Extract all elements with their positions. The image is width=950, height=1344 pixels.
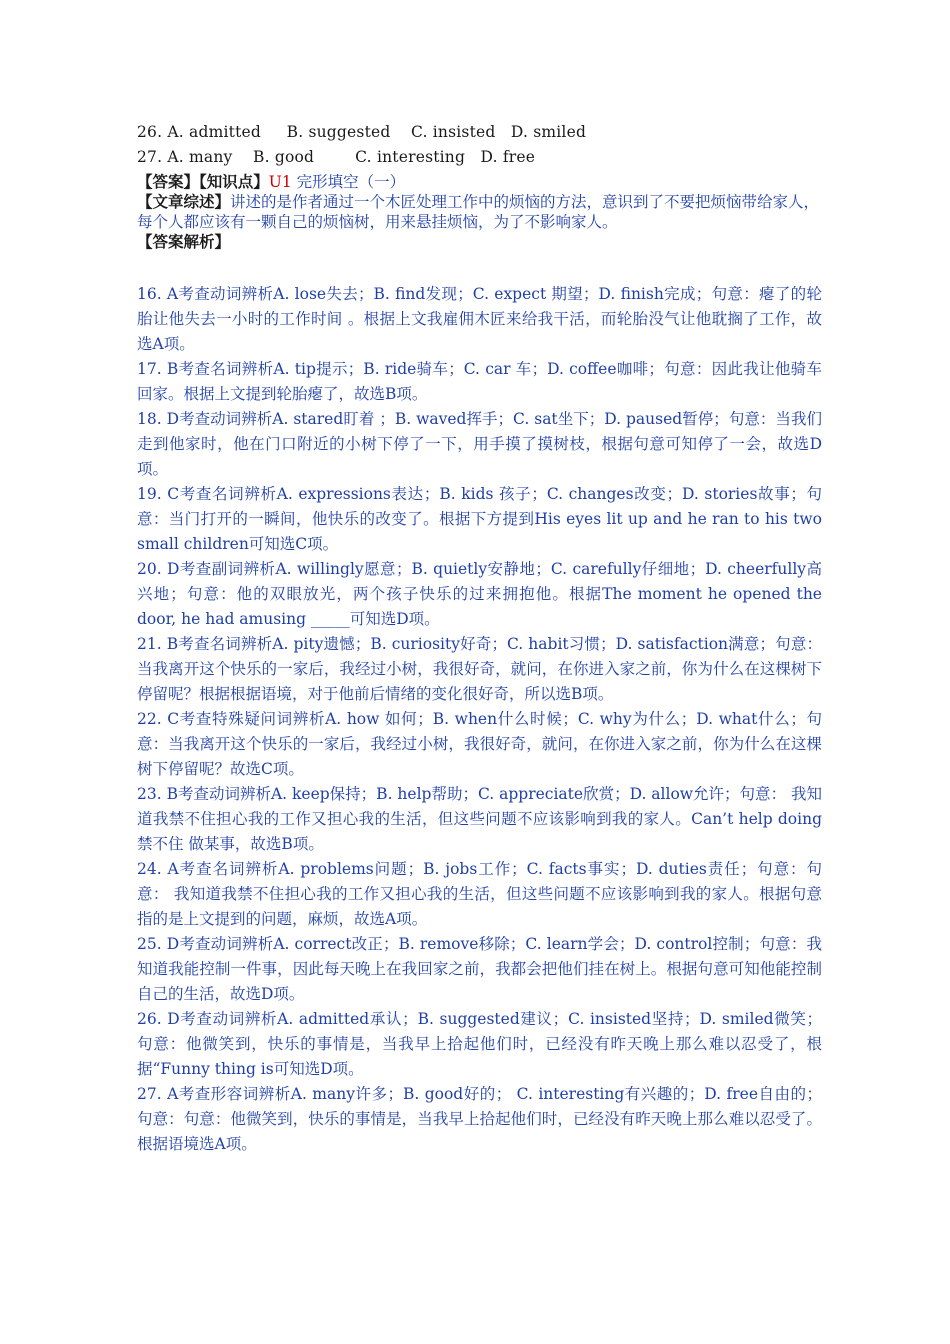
analysis-label: 【答案解析】 xyxy=(137,232,231,251)
analysis-item-17: 17. B考查名词辨析A. tip提示；B. ride骑车；C. car 车；D. coffee咖啡；句意：因此我让他骑车回家。根据上文提到轮胎瘪了，故选B项。 xyxy=(137,360,822,403)
analysis-item-25: 25. D考查动词辨析A. correct改正；B. remove移除；C. learn学会；D. control控制；句意：我知道我能控制一件事，因此每天晚上在我回家之前，我都会把他们挂在树上。根据句意可知他能控制自己的生活，故选D项。 xyxy=(137,935,822,1003)
analysis-item-22: 22. C考查特殊疑问词辨析A. how 如何；B. when什么时候；C. why为什么；D. what什么；句意：当我离开这个快乐的一家后，我经过小树，我很好奇，就问，在你进入家之前，你为什么在这棵树下停留呢？故选C项。 xyxy=(137,710,822,778)
analysis-item-24: 24. A考查名词辨析A. problems问题；B. jobs工作；C. facts事实；D. duties责任；句意：句意： 我知道我禁不住担心我的工作又担心我的生活，但这些问题不应该影响到我的家人。根据句意指的是上文提到的问题，麻烦，故选A项。 xyxy=(137,860,822,928)
analysis-item-21: 21. B考查名词辨析A. pity遗憾；B. curiosity好奇；C. habit习惯；D. satisfaction满意；句意：当我离开这个快乐的一家后，我经过小树，我很好奇，就问，在你进入家之前，你为什么在这棵树下停留呢？根据根据语境，对于他前后情绪的变化很好奇，所以选B项。 xyxy=(137,635,822,703)
options-line-26: 26. A. admitted B. suggested C. insisted D. smiled xyxy=(137,123,587,141)
knowledge-label: 【知识点】 xyxy=(199,172,269,191)
analysis-item-19: 19. C考查名词辨析A. expressions表达；B. kids 孩子；C. changes改变；D. stories故事；句意：当门打开的一瞬间，他快乐的改变了。根据下方提到His eyes lit up and he ran to his two small children可知选C项。 xyxy=(137,485,822,553)
analysis-list xyxy=(137,282,822,1157)
answer-header xyxy=(137,172,822,192)
unit-tag: U1 xyxy=(268,173,292,191)
analysis-item-26: 26. D考查动词辨析A. admitted承认；B. suggested建议；C. insisted坚持；D. smiled微笑；句意：他微笑到，快乐的事情是，当我早上拾起他们时，已经没有昨天晚上那么难以忍受了，根据“Funny thing is可知选D项。 xyxy=(137,1010,822,1078)
analysis-item-16: 16. A考查动词辨析A. lose失去；B. find发现；C. expect 期望；D. finish完成；句意：瘪了的轮胎让他失去一小时的工作时间 。根据上文我雇佣木匠来给我干活，而轮胎没气让他耽搁了工作，故选A项。 xyxy=(137,285,822,353)
document-page xyxy=(137,120,822,1157)
options-line-27: 27. A. many B. good C. interesting D. free xyxy=(137,148,536,166)
summary-label: 【文章综述】 xyxy=(137,192,231,211)
summary-text: 讲述的是作者通过一个木匠处理工作中的烦恼的方法，意识到了不要把烦恼带给家人，每个人都应该有一颗自己的烦恼树，用来悬挂烦恼，为了不影响家人。 xyxy=(137,193,820,231)
answer-label: 【答案】 xyxy=(137,172,200,191)
analysis-item-18: 18. D考查动词辨析A. stared盯着 ；B. waved挥手；C. sat坐下；D. paused暂停；句意：当我们走到他家时，他在门口附近的小树下停了一下，用手摸了摸树枝，根据句意可知停了一会，故选D项。 xyxy=(137,410,822,478)
topic-text: 完形填空（一） xyxy=(291,173,406,191)
analysis-item-27: 27. A考查形容词辨析A. many许多；B. good好的； C. interesting有兴趣的；D. free自由的；句意：句意：他微笑到，快乐的事情是，当我早上拾起他们时，已经没有昨天晚上那么难以忍受了。根据语境选A项。 xyxy=(137,1085,822,1153)
analysis-item-20: 20. D考查副词辨析A. willingly愿意；B. quietly安静地；C. carefully仔细地；D. cheerfully高兴地；句意：他的双眼放光，两个孩子快乐的过来拥抱他。根据The moment he opened the door, he had amusing _____可知选D项。 xyxy=(137,560,822,628)
analysis-item-23: 23. B考查动词辨析A. keep保持；B. help帮助；C. appreciate欣赏；D. allow允许；句意： 我知道我禁不住担心我的工作又担心我的生活，但这些问题不应该影响到我的家人。Can’t help doing 禁不住 做某事，故选B项。 xyxy=(137,785,822,853)
article-summary xyxy=(137,192,822,232)
